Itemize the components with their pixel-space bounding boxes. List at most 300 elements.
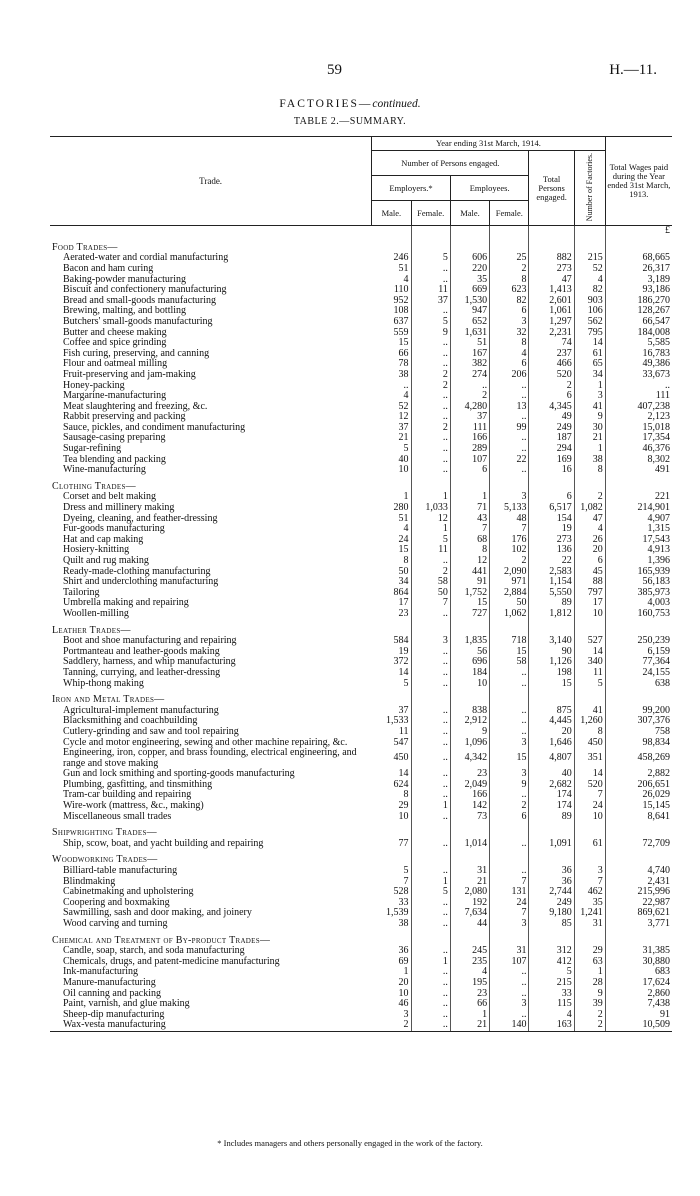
cell-value: 2 <box>574 492 605 503</box>
cell-value: 16 <box>529 465 574 476</box>
cell-value: 5,585 <box>647 337 670 349</box>
cell-value: 33,673 <box>642 368 670 380</box>
cell-value: 51 <box>450 338 489 349</box>
cell-value: 89 <box>529 598 574 609</box>
cell-value: 2,860 <box>647 987 670 999</box>
cell-value: 1 <box>411 957 450 968</box>
cell-value: 1,014 <box>450 839 489 850</box>
cell-value: 14 <box>574 338 605 349</box>
cell-value: 88 <box>574 577 605 588</box>
cell-value: .. <box>490 989 529 1000</box>
cell-value: 8 <box>372 790 411 801</box>
cell-value: 4 <box>372 524 411 535</box>
cell-value: 340 <box>574 657 605 668</box>
cell-value: 718 <box>490 636 529 647</box>
cell-value: .. <box>411 898 450 909</box>
cell-value: 669 <box>450 285 489 296</box>
cell-value: 17 <box>372 598 411 609</box>
cell-value: 5 <box>411 317 450 328</box>
cell-value: 1 <box>450 1010 489 1021</box>
cell-value: 82 <box>574 285 605 296</box>
cell-value: 795 <box>574 328 605 339</box>
col-wages <box>605 137 672 226</box>
cell-value: 407,238 <box>637 400 670 412</box>
cell-value: 19 <box>529 524 574 535</box>
cell-value: 10,509 <box>605 1020 672 1031</box>
cell-value: 6 <box>450 465 489 476</box>
cell-value: 61 <box>574 349 605 360</box>
cell-value: 45 <box>574 567 605 578</box>
cell-value: 13 <box>490 402 529 413</box>
trade-name: Flour and oatmeal milling <box>63 358 168 370</box>
cell-value: 294 <box>529 444 574 455</box>
cell-value: .. <box>411 769 450 780</box>
cell-value: 58 <box>490 657 529 668</box>
cell-value: 91 <box>450 577 489 588</box>
cell-value: .. <box>490 668 529 679</box>
cell-value: 184 <box>450 668 489 679</box>
cell-value: 2 <box>574 1010 605 1021</box>
cell-value: 652 <box>450 317 489 328</box>
cell-value: 8 <box>450 545 489 556</box>
cell-value: 458,269 <box>637 752 670 764</box>
cell-value: 372 <box>372 657 411 668</box>
trade-name: Wax-vesta manufacturing <box>50 1020 372 1031</box>
cell-value: 1,082 <box>574 503 605 514</box>
cell-value: 3 <box>574 391 605 402</box>
cell-value: .. <box>411 1020 450 1031</box>
cell-value: .. <box>411 1010 450 1021</box>
cell-value: 3 <box>411 636 450 647</box>
cell-value: 559 <box>372 328 411 339</box>
trade-name: Tanning, currying, and leather-dressing <box>63 666 221 678</box>
cell-value: 9 <box>574 412 605 423</box>
cell-value: 215,996 <box>637 886 670 898</box>
cell-value: 215 <box>574 253 605 264</box>
cell-value: 7 <box>372 877 411 888</box>
table-row <box>50 1020 672 1031</box>
cell-value: 29 <box>372 801 411 812</box>
cell-value: 971 <box>490 577 529 588</box>
cell-value: 74 <box>529 338 574 349</box>
cell-value: 107 <box>490 957 529 968</box>
cell-value: .. <box>490 967 529 978</box>
cell-value: 637 <box>372 317 411 328</box>
cell-value: .. <box>411 748 450 769</box>
table-body <box>50 226 672 1032</box>
cell-value: 110 <box>372 285 411 296</box>
cell-value: 6 <box>529 492 574 503</box>
col-employers: Employers.* <box>372 176 451 201</box>
cell-value: 466 <box>529 359 574 370</box>
spacer-row <box>50 226 672 237</box>
cell-value: 20 <box>574 545 605 556</box>
trade-name: Shirt and underclothing manufacturing <box>63 576 219 588</box>
cell-value: 39 <box>574 999 605 1010</box>
cell-value: 10 <box>574 812 605 823</box>
cell-value: 167 <box>450 349 489 360</box>
cell-value: 176 <box>490 535 529 546</box>
cell-value: 78 <box>372 359 411 370</box>
trade-name: Cabinetmaking and upholstering <box>63 886 194 898</box>
cell-value: .. <box>665 379 670 391</box>
cell-value: .. <box>490 381 529 392</box>
cell-value: 1 <box>411 492 450 503</box>
trade-name: Chemicals, drugs, and patent-medicine manufacturing <box>63 955 280 967</box>
cell-value: 71 <box>450 503 489 514</box>
cell-value: 33 <box>529 989 574 1000</box>
cell-value: 8 <box>372 556 411 567</box>
trade-name: Wine-manufacturing <box>63 464 146 476</box>
trade-name: Miscellaneous small trades <box>63 810 172 822</box>
cell-value: 237 <box>529 349 574 360</box>
cell-value: 250,239 <box>637 635 670 647</box>
cell-value: 2,231 <box>529 328 574 339</box>
cell-value: 4,003 <box>647 597 670 609</box>
cell-value: 12 <box>450 556 489 567</box>
trade-name: Bacon and ham curing <box>63 262 154 274</box>
cell-value: 4 <box>574 275 605 286</box>
cell-value: 77,364 <box>642 656 670 668</box>
cell-value: .. <box>411 999 450 1010</box>
trade-name: Baking-powder manufacturing <box>63 273 187 285</box>
col-employees-male: Male. <box>450 201 489 226</box>
cell-value: 73 <box>450 812 489 823</box>
cell-value: 245 <box>450 946 489 957</box>
cell-value: 16,783 <box>642 347 670 359</box>
cell-value: 584 <box>372 636 411 647</box>
cell-value: 1 <box>574 444 605 455</box>
trade-name: Sugar-refining <box>63 443 122 455</box>
cell-value: 22 <box>490 455 529 466</box>
cell-value: 1,260 <box>574 716 605 727</box>
cell-value: 1 <box>411 524 450 535</box>
trade-name: Blindmaking <box>63 875 116 887</box>
cell-value: 797 <box>574 588 605 599</box>
trade-name: Butchers' small-goods manufacturing <box>63 315 213 327</box>
table-row <box>50 264 672 275</box>
cell-value: 41 <box>574 402 605 413</box>
cell-value: 221 <box>655 491 670 503</box>
cell-value: 838 <box>450 706 489 717</box>
cell-value: 52 <box>574 264 605 275</box>
cell-value: 128,267 <box>637 305 670 317</box>
cell-value: 2 <box>372 1020 411 1031</box>
table-row <box>50 433 672 444</box>
cell-value: 1,812 <box>529 609 574 620</box>
cell-value: 160,753 <box>637 607 670 619</box>
cell-value: 10 <box>372 812 411 823</box>
cell-value: 3 <box>490 919 529 930</box>
cell-value: .. <box>490 839 529 850</box>
cell-value: 198 <box>529 668 574 679</box>
cell-value: 82 <box>490 296 529 307</box>
cell-value: 758 <box>655 725 670 737</box>
cell-value: 382 <box>450 359 489 370</box>
trade-name: Sausage-casing preparing <box>63 432 166 444</box>
table-row <box>50 679 672 690</box>
cell-value: 7 <box>490 524 529 535</box>
cell-value: 2 <box>529 381 574 392</box>
cell-value: 2 <box>490 264 529 275</box>
cell-value: .. <box>411 444 450 455</box>
cell-value: 23 <box>450 769 489 780</box>
cell-value: 22 <box>529 556 574 567</box>
section-title: Chemical and Treatment of By-product Trades— <box>52 934 271 946</box>
section-title: Woodworking Trades— <box>52 854 158 866</box>
cell-value: 1,297 <box>529 317 574 328</box>
trade-name: Coopering and boxmaking <box>63 896 170 908</box>
cell-value: 23 <box>372 609 411 620</box>
trade-name: Gun and lock smithing and sporting-goods manufacturing <box>63 768 295 780</box>
cell-value: 273 <box>529 535 574 546</box>
cell-value: 17,624 <box>642 976 670 988</box>
cell-value: 7,634 <box>450 908 489 919</box>
cell-value: 3 <box>490 317 529 328</box>
cell-value: 38 <box>372 370 411 381</box>
cell-value: 462 <box>574 887 605 898</box>
section-row <box>50 689 672 706</box>
footnote: * Includes managers and others personally engaged in the work of the factory. <box>217 1138 483 1148</box>
cell-value: 111 <box>655 390 670 402</box>
cell-value: 2 <box>411 381 450 392</box>
cell-value: .. <box>411 908 450 919</box>
cell-value: 2 <box>411 567 450 578</box>
cell-value: 1,396 <box>647 555 670 567</box>
cell-value: .. <box>490 727 529 738</box>
cell-value: 3 <box>372 1010 411 1021</box>
cell-value: 15,145 <box>642 800 670 812</box>
cell-value: 638 <box>655 677 670 689</box>
trade-name: Agricultural-implement manufacturing <box>63 704 219 716</box>
cell-value: 15 <box>372 338 411 349</box>
cell-value: 34 <box>574 370 605 381</box>
trade-name: Margarine-manufacturing <box>63 390 167 402</box>
page-header <box>0 62 700 82</box>
cell-value: 2,682 <box>529 780 574 791</box>
cell-value: 22,987 <box>642 896 670 908</box>
table-row <box>50 957 672 968</box>
cell-value: 7 <box>574 877 605 888</box>
cell-value: 11 <box>372 727 411 738</box>
cell-value: 5 <box>372 679 411 690</box>
cell-value: 2,884 <box>490 588 529 599</box>
table-subtitle: TABLE 2.—SUMMARY. <box>293 116 407 127</box>
cell-value: 4,342 <box>450 748 489 769</box>
cell-value: 6,517 <box>529 503 574 514</box>
cell-value: 5 <box>411 253 450 264</box>
cell-value: 68,665 <box>642 252 670 264</box>
cell-value: 1,646 <box>529 738 574 749</box>
cell-value: 186,270 <box>637 294 670 306</box>
cell-value: 520 <box>529 370 574 381</box>
trade-name: Hosiery-knitting <box>63 544 130 556</box>
cell-value: 131 <box>490 887 529 898</box>
page-number: 59 <box>327 62 342 78</box>
cell-value: .. <box>411 275 450 286</box>
cell-value: 107 <box>450 455 489 466</box>
trade-name: Candle, soap, starch, and soda manufacturing <box>63 945 245 957</box>
col-factories-label: Number of Factories. <box>585 153 595 222</box>
cell-value: 1,126 <box>529 657 574 668</box>
cell-value: 9 <box>490 780 529 791</box>
cell-value: .. <box>490 716 529 727</box>
cell-value: 3,771 <box>647 918 670 930</box>
cell-value: 4 <box>574 524 605 535</box>
cell-value: .. <box>411 433 450 444</box>
pound-sign: £ <box>665 225 670 237</box>
cell-value: .. <box>411 967 450 978</box>
cell-value: 31 <box>574 919 605 930</box>
cell-value: 38 <box>574 455 605 466</box>
cell-value: 869,621 <box>637 907 670 919</box>
cell-value: 174 <box>529 790 574 801</box>
cell-value: 5 <box>372 444 411 455</box>
cell-value: 14 <box>574 769 605 780</box>
cell-value: 1 <box>574 967 605 978</box>
cell-value: .. <box>372 381 411 392</box>
cell-value: 2,583 <box>529 567 574 578</box>
cell-value: 4 <box>372 391 411 402</box>
cell-value: 90 <box>529 647 574 658</box>
section-row <box>50 476 672 493</box>
cell-value: .. <box>490 444 529 455</box>
cell-value: 947 <box>450 306 489 317</box>
cell-value: .. <box>411 679 450 690</box>
trade-name: Biscuit and confectionery manufacturing <box>63 284 227 296</box>
trade-name: Bread and small-goods manufacturing <box>63 294 217 306</box>
title-main: FACTORIES— <box>279 98 373 110</box>
cell-value: .. <box>411 668 450 679</box>
cell-value: 520 <box>574 780 605 791</box>
cell-value: 450 <box>574 738 605 749</box>
cell-value: 14 <box>372 769 411 780</box>
cell-value: 24,155 <box>642 666 670 678</box>
title-suffix: continued. <box>372 98 421 110</box>
cell-value: 89 <box>529 812 574 823</box>
cell-value: 51 <box>372 514 411 525</box>
cell-value: 2 <box>574 1020 605 1031</box>
cell-value: 412 <box>529 957 574 968</box>
cell-value: 4,280 <box>450 402 489 413</box>
col-employees-female: Female. <box>490 201 529 226</box>
trade-name: Manure-manufacturing <box>63 976 156 988</box>
cell-value: 11 <box>411 545 450 556</box>
cell-value: 24 <box>574 801 605 812</box>
cell-value: 7 <box>450 524 489 535</box>
cell-value: 12 <box>372 412 411 423</box>
cell-value: .. <box>450 381 489 392</box>
cell-value: 307,376 <box>637 715 670 727</box>
cell-value: 40 <box>529 769 574 780</box>
section-title: Iron and Metal Trades— <box>52 694 165 706</box>
cell-value: 142 <box>450 801 489 812</box>
cell-value: 37 <box>411 296 450 307</box>
cell-value: 9 <box>574 989 605 1000</box>
cell-value: 8 <box>574 465 605 476</box>
section-row <box>50 849 672 866</box>
cell-value: 169 <box>529 455 574 466</box>
cell-value: 46,376 <box>642 443 670 455</box>
cell-value: 1,752 <box>450 588 489 599</box>
cell-value: .. <box>411 465 450 476</box>
cell-value: 249 <box>529 423 574 434</box>
cell-value: 273 <box>529 264 574 275</box>
cell-value: 31 <box>490 946 529 957</box>
section-title: Shipwrighting Trades— <box>52 827 157 839</box>
cell-value: 9 <box>450 727 489 738</box>
cell-value: 5 <box>529 967 574 978</box>
cell-value: 7 <box>490 877 529 888</box>
trade-name: Honey-packing <box>63 379 125 391</box>
cell-value: 623 <box>490 285 529 296</box>
cell-value: 66 <box>450 999 489 1010</box>
cell-value: 36 <box>529 877 574 888</box>
cell-value: .. <box>490 706 529 717</box>
cell-value: 7 <box>411 598 450 609</box>
col-wages-label: Total Wages paid during the Year ended 31st March, 1913. <box>607 162 671 200</box>
cell-value: 35 <box>574 898 605 909</box>
cell-value: 624 <box>372 780 411 791</box>
trade-name: Tea blending and packing <box>63 453 166 465</box>
cell-value: 1,530 <box>450 296 489 307</box>
cell-value: 214,901 <box>637 502 670 514</box>
cell-value: 547 <box>372 738 411 749</box>
cell-value: .. <box>411 412 450 423</box>
cell-value: 14 <box>372 668 411 679</box>
cell-value: 106 <box>574 306 605 317</box>
cell-value: .. <box>411 338 450 349</box>
cell-value: 184,008 <box>637 326 670 338</box>
cell-value: 50 <box>490 598 529 609</box>
cell-value: .. <box>411 780 450 791</box>
section-row <box>50 237 672 254</box>
trade-name: Billiard-table manufacturing <box>63 865 178 877</box>
cell-value: 99,200 <box>642 704 670 716</box>
cell-value: .. <box>490 391 529 402</box>
table-row <box>50 919 672 930</box>
cell-value: 875 <box>529 706 574 717</box>
cell-value: 44 <box>450 919 489 930</box>
cell-value: 72,709 <box>642 837 670 849</box>
cell-value: 3,189 <box>647 273 670 285</box>
trade-name: Cutlery-grinding and saw and tool repairing <box>63 725 239 737</box>
cell-value: 4,345 <box>529 402 574 413</box>
cell-value: 14 <box>574 647 605 658</box>
cell-value: .. <box>411 657 450 668</box>
cell-value: 1,631 <box>450 328 489 339</box>
table-row <box>50 727 672 738</box>
cell-value: 136 <box>529 545 574 556</box>
trade-name: Wood carving and turning <box>63 918 168 930</box>
table-row <box>50 524 672 535</box>
cell-value: .. <box>411 812 450 823</box>
cell-value: 111 <box>450 423 489 434</box>
cell-value: 1,835 <box>450 636 489 647</box>
trade-name: Blacksmithing and coachbuilding <box>63 715 198 727</box>
cell-value: 163 <box>529 1020 574 1031</box>
cell-value: 5 <box>411 535 450 546</box>
col-year: Year ending 31st March, 1914. <box>372 137 605 151</box>
cell-value: 166 <box>450 790 489 801</box>
cell-value: 102 <box>490 545 529 556</box>
table-header <box>50 137 672 226</box>
cell-value: 1,154 <box>529 577 574 588</box>
cell-value: 33 <box>372 898 411 909</box>
cell-value: 9,180 <box>529 908 574 919</box>
cell-value: 2,049 <box>450 780 489 791</box>
cell-value: 10 <box>372 465 411 476</box>
